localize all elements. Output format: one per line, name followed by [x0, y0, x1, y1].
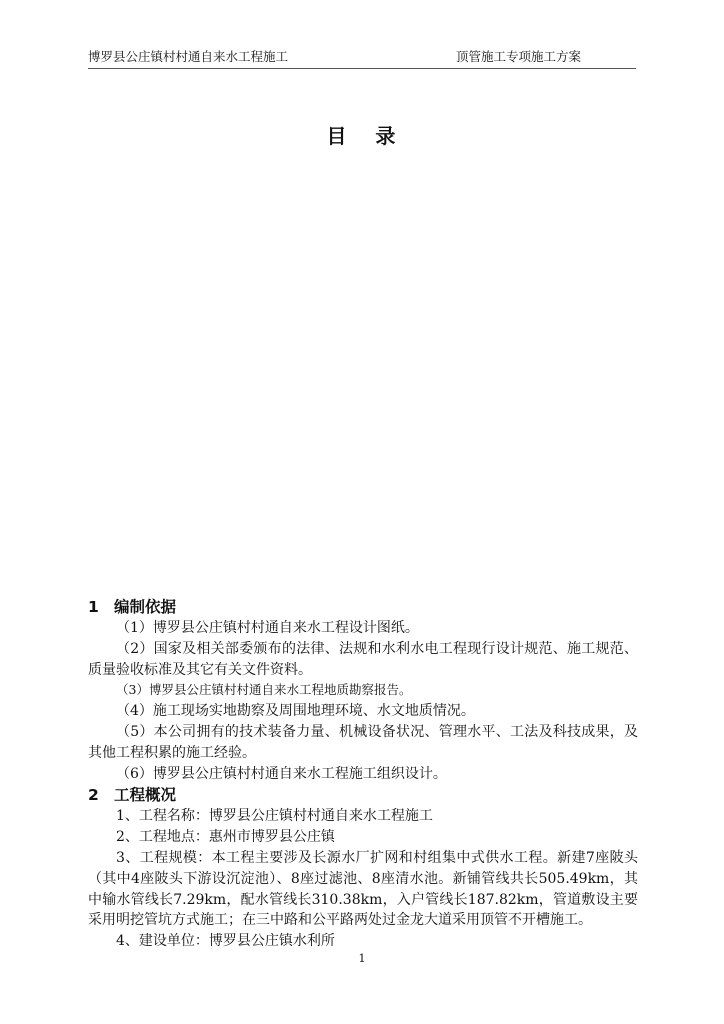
page-number: 1: [358, 952, 366, 965]
paragraph: 4、建设单位：博罗县公庄镇水利所: [116, 933, 335, 950]
document-body: [88, 596, 638, 952]
page-header: [88, 48, 636, 69]
header-document-type: 顶管施工专项施工方案: [456, 49, 582, 64]
section-number: 2: [88, 786, 99, 805]
paragraph: （4）施工现场实地勘察及周围地理环境、水文地质情况。: [116, 703, 475, 720]
section-number: 1: [88, 598, 99, 616]
header-project-name: 博罗县公庄镇村村通自来水工程施工: [88, 49, 289, 64]
paragraph: 2、工程地点：惠州市博罗县公庄镇: [116, 829, 335, 846]
section-heading-1: [88, 596, 638, 618]
paragraph: （3）博罗县公庄镇村村通自来水工程地质勘察报告。: [116, 682, 412, 698]
toc-title: 目 录: [326, 124, 398, 148]
paragraph: 3、工程规模：本工程主要涉及长源水厂扩网和村组集中式供水工程。新建7座陂头（其中4座陂头下游设沉淀池）、8座过滤池、8座清水池。新铺管线共长505.49km，其中输水管线长7.29km，配水管线长310.38km，入户管线长187.82km，管道敷设主要采用明挖管坑方式施工；在三中路和公平路两处过金龙大道采用顶管不开槽施工。: [88, 849, 638, 929]
paragraph: 1、工程名称：博罗县公庄镇村村通自来水工程施工: [116, 808, 433, 825]
section-heading-2: [88, 784, 638, 806]
section-title: 编制依据: [114, 598, 177, 616]
paragraph: （5）本公司拥有的技术装备力量、机械设备状况、管理水平、工法及科技成果，及其他工程积累的施工经验。: [88, 723, 638, 761]
paragraph: （2）国家及相关部委颁布的法律、法规和水利水电工程现行设计规范、施工规范、质量验收标准及其它有关文件资料。: [88, 640, 638, 678]
paragraph: （6）博罗县公庄镇村村通自来水工程施工组织设计。: [116, 765, 447, 782]
section-title: 工程概况: [114, 786, 177, 805]
paragraph: （1）博罗县公庄镇村村通自来水工程设计图纸。: [116, 620, 419, 636]
